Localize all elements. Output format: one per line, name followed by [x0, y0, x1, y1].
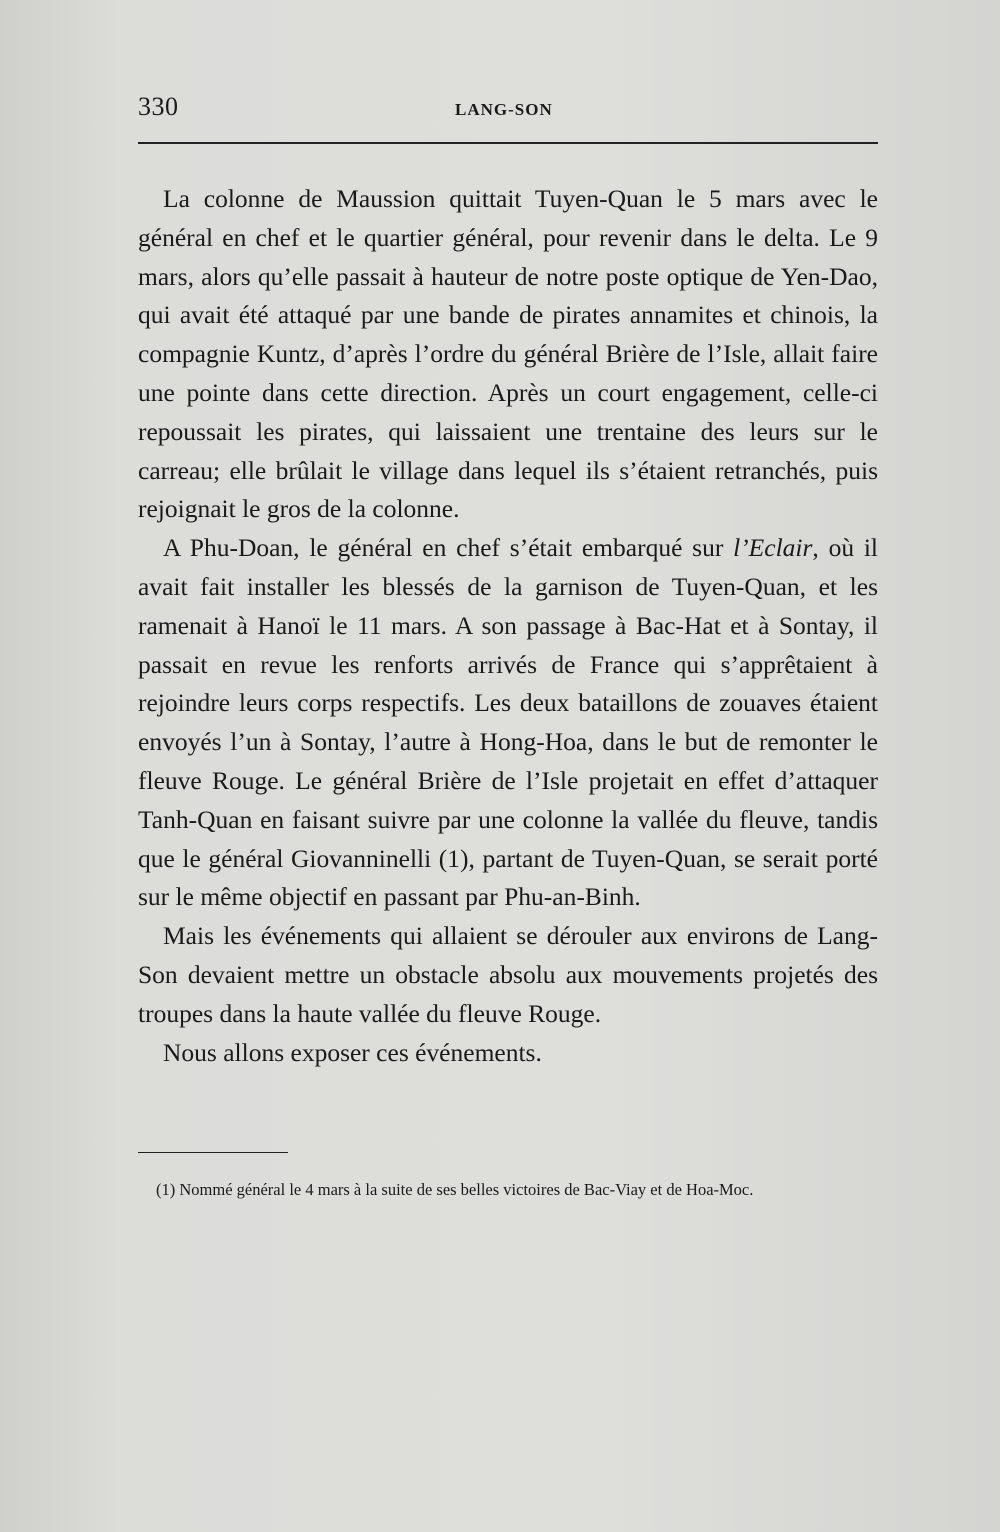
paragraph-2	[138, 529, 878, 917]
body-text	[138, 180, 878, 1072]
paragraph-2-start: A Phu-Doan, le général en chef s’était embarqué sur	[163, 533, 734, 563]
footnote	[138, 1180, 878, 1200]
page-number: 330	[138, 92, 179, 121]
footnote-rule	[138, 1152, 288, 1153]
page-header	[138, 92, 878, 132]
paragraph-1: La colonne de Maussion quittait Tuyen-Quan le 5 mars avec le général en chef et le quartier général, pour revenir dans le delta. Le 9 mars, alors qu’elle passait à hauteur de notre poste optique de Yen-Dao, qui avait été attaqué par une bande de pirates annamites et chinois, la compagnie Kuntz, d’après l’ordre du général Brière de l’Isle, allait faire une pointe dans cette direction. Après un court engagement, celle-ci repoussait les pirates, qui laissaient une trentaine des leurs sur le carreau; elle brûlait le village dans lequel ils s’étaient retranchés, puis rejoignait le gros de la colonne.	[138, 184, 878, 524]
paragraph-3: Mais les événements qui allaient se dérouler aux environs de Lang-Son devaient mettre un obstacle absolu aux mouvements projetés des troupes dans la haute vallée du fleuve Rouge.	[138, 921, 878, 1028]
running-head: LANG-SON	[455, 100, 553, 119]
paragraph-4: Nous allons exposer ces événements.	[163, 1037, 542, 1067]
paragraph-2-rest: , où il avait fait installer les blessés de la garnison de Tuyen-Quan, et les ramenait à Hanoï le 11 mars. A son passage à Bac-Hat et à Sontay, il passait en revue les renforts arrivés de France qui s’apprêtaient à rejoindre leurs corps respectifs. Les deux bataillons de zouaves étaient envoyés l’un à Sontay, l’autre à Hong-Hoa, dans le but de remonter le fleuve Rouge. Le général Brière de l’Isle projetait en effet d’attaquer Tanh-Quan en faisant suivre par une colonne la vallée du fleuve, tandis que le général Giovanninelli (1), partant de Tuyen-Quan, se serait porté sur le même objectif en passant par Phu-an-Binh.	[138, 533, 879, 912]
header-rule	[138, 142, 878, 144]
ship-name: l’Eclair	[733, 533, 813, 563]
footnote-text: (1) Nommé général le 4 mars à la suite de ses belles victoires de Bac-Viay et de Hoa-Moc.	[156, 1180, 754, 1199]
